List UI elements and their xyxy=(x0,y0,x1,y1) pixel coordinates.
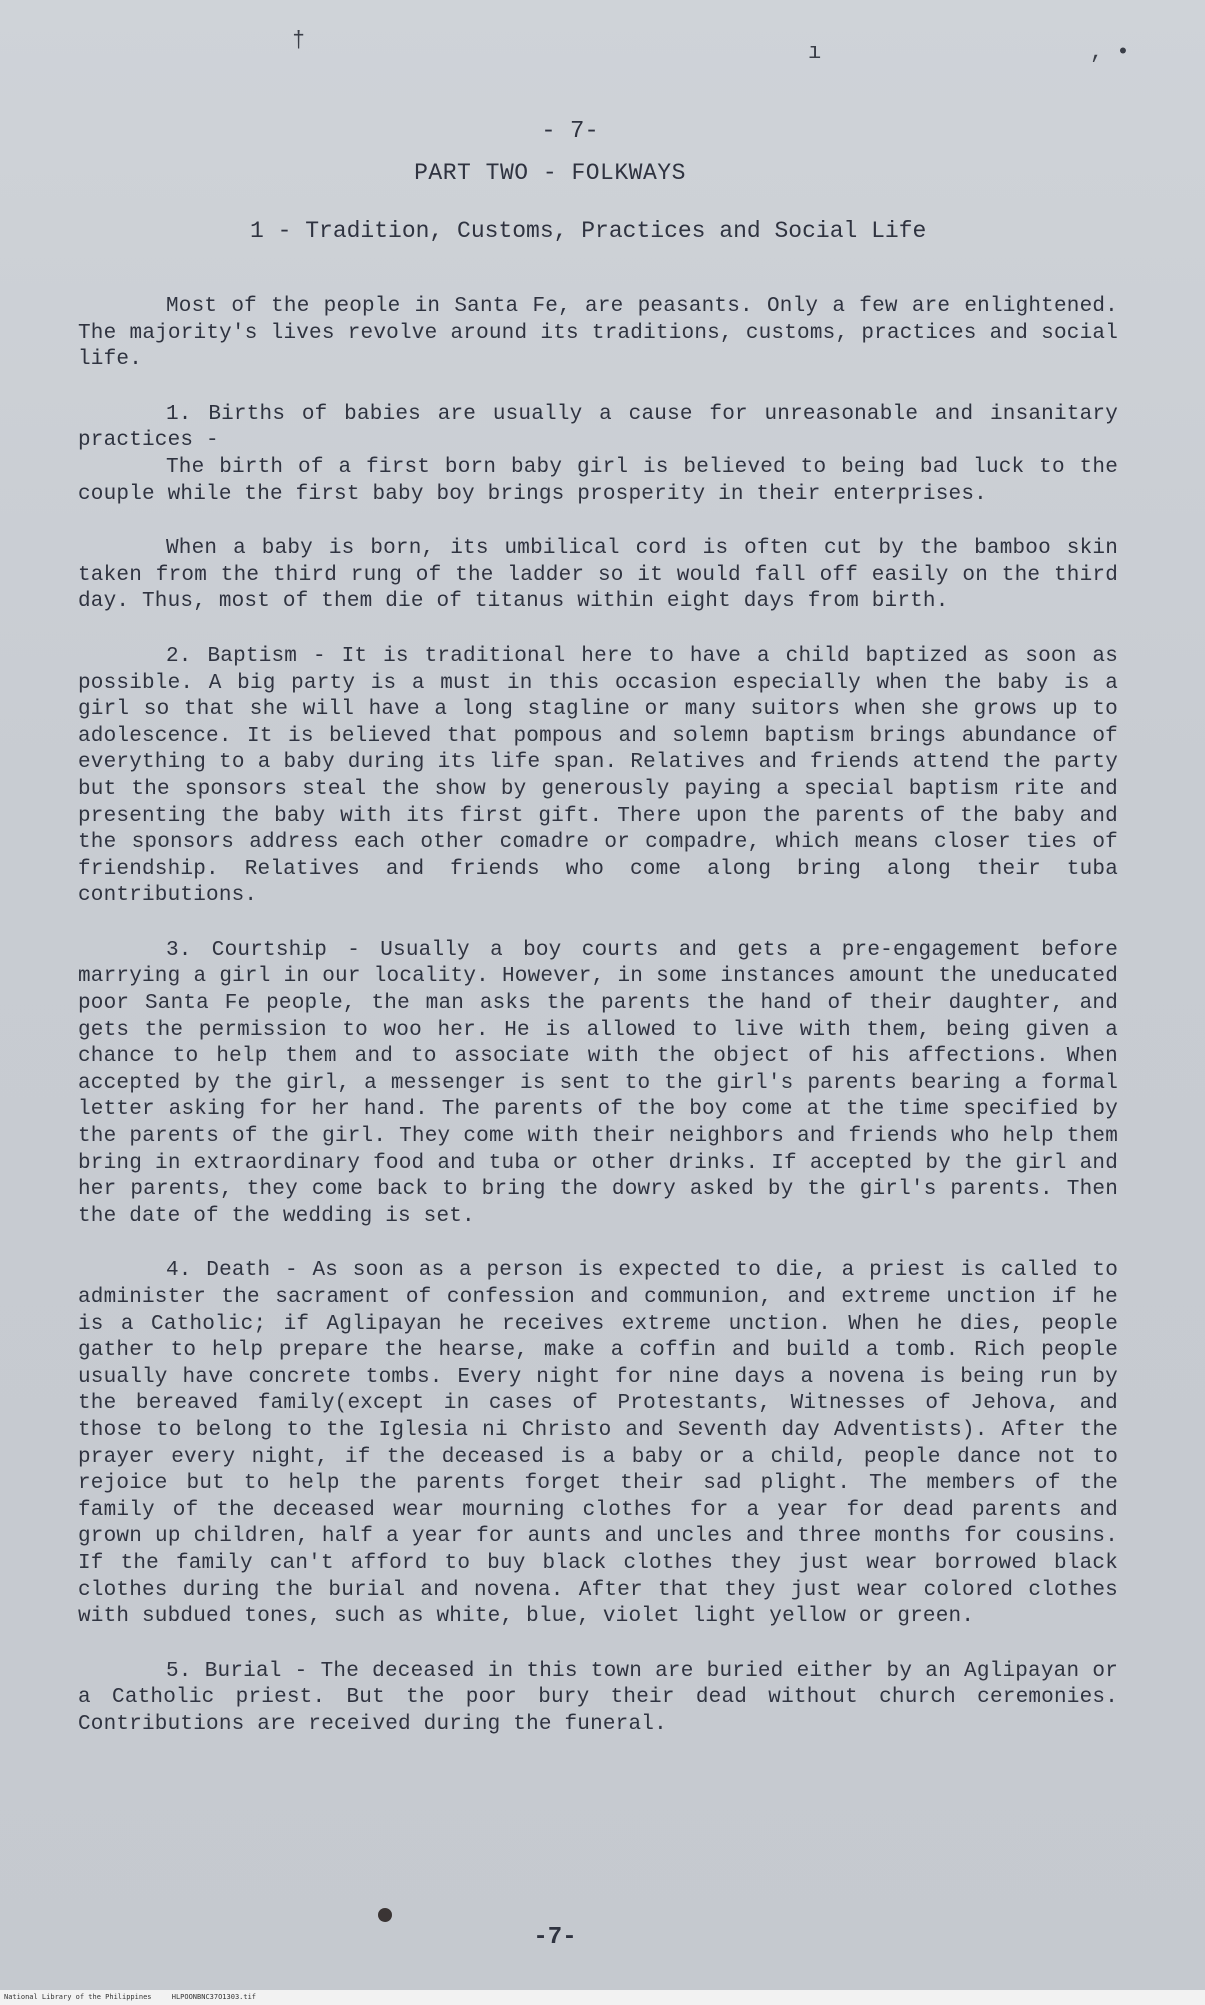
archive-label: National Library of the Philippines xyxy=(4,1993,152,2001)
part-title: PART TWO - FOLKWAYS xyxy=(414,160,686,186)
paragraph-births-heading: 1. Births of babies are usually a cause for unreasonable and insanitary practices - xyxy=(78,402,1118,453)
body-text xyxy=(78,294,1118,1767)
paragraph-births-first-born: The birth of a first born baby girl is believed to being bad luck to the couple while the first baby boy brings prosperity in their enterprises. xyxy=(78,455,1118,506)
margin-mark-top-left: † xyxy=(292,28,306,53)
page-number-top: - 7- xyxy=(541,118,599,145)
margin-mark-top-center: ı xyxy=(808,40,822,65)
paragraph-death: 4. Death - As soon as a person is expected to die, a priest is called to administer the sacrament of confession and communion, and extreme unction if he is a Catholic; if Aglipayan he receives extreme unction. When he dies, people gather to help prepare the hearse, make a coffin and build a tomb. Rich people usually have concrete tombs. Every night for nine days a novena is being run by the bereaved family(except in cases of Protestants, Witnesses of Jehova, and those to belong to the Iglesia ni Christo and Seventh day Adventists). After the prayer every night, if the deceased is a baby or a child, people dance not to rejoice but to help the parents forget their sad plight. The members of the family of the deceased wear mourning clothes for a year for dead parents and grown up children, half a year for aunts and uncles and three months for cousins. If the family can't afford to buy black clothes they just wear borrowed black clothes during the burial and novena. After that they just wear colored clothes with subdued tones, such as white, blue, violet light yellow or green. xyxy=(78,1259,1118,1629)
paragraph-baptism: 2. Baptism - It is traditional here to have a child baptized as soon as possible. A big party is a must in this occasion especially when the baby is a girl so that she will have a long stagline or many suitors when she grows up to adolescence. It is believed that pompous and solemn baptism brings abundance of everything to a baby during its life span. Relatives and friends attend the party but the sponsors steal the show by generously paying a special baptism rite and presenting the baby with its first gift. There upon the parents of the baby and the sponsors address each other comadre or compadre, which means closer ties of friendship. Relatives and friends who come along bring along their tuba contributions. xyxy=(78,644,1118,908)
paragraph-intro: Most of the people in Santa Fe, are peasants. Only a few are enlightened. The majority's lives revolve around its traditions, customs, practices and social life. xyxy=(78,295,1118,372)
margin-mark-top-right: , • xyxy=(1090,40,1130,65)
file-name: HLPOONBNC37O1303.tif xyxy=(171,1993,257,2001)
paragraph-courtship: 3. Courtship - Usually a boy courts and gets a pre-engagement before marrying a girl in our locality. However, in some instances amount the uneducated poor Santa Fe people, the man asks the parents the hand of their daughter, and gets the permission to woo her. He is allowed to live with them, being given a chance to help them and to associate with the object of his affections. When accepted by the girl, a messenger is sent to the girl's parents bearing a formal letter asking for her hand. The parents of the boy come at the time specified by the parents of the girl. They come with their neighbors and friends who help them bring in extraordinary food and tuba or other drinks. If accepted by the girl and her parents, they come back to bring the dowry asked by the girl's parents. Then the date of the wedding is set. xyxy=(78,938,1118,1228)
punch-hole-mark xyxy=(378,1908,392,1922)
page-number-bottom: -7- xyxy=(533,1924,577,1951)
paragraph-births-umbilical: When a baby is born, its umbilical cord is often cut by the bamboo skin taken from the third rung of the ladder so it would fall off easily on the third day. Thus, most of them die of titanus within eight days from birth. xyxy=(78,537,1118,614)
archive-footer xyxy=(0,1990,1205,2005)
paragraph-burial: 5. Burial - The deceased in this town are buried either by an Aglipayan or a Catholic priest. But the poor bury their dead without church ceremonies. Contributions are received during the funeral. xyxy=(78,1659,1118,1736)
section-title: 1 - Tradition, Customs, Practices and Social Life xyxy=(250,218,927,244)
